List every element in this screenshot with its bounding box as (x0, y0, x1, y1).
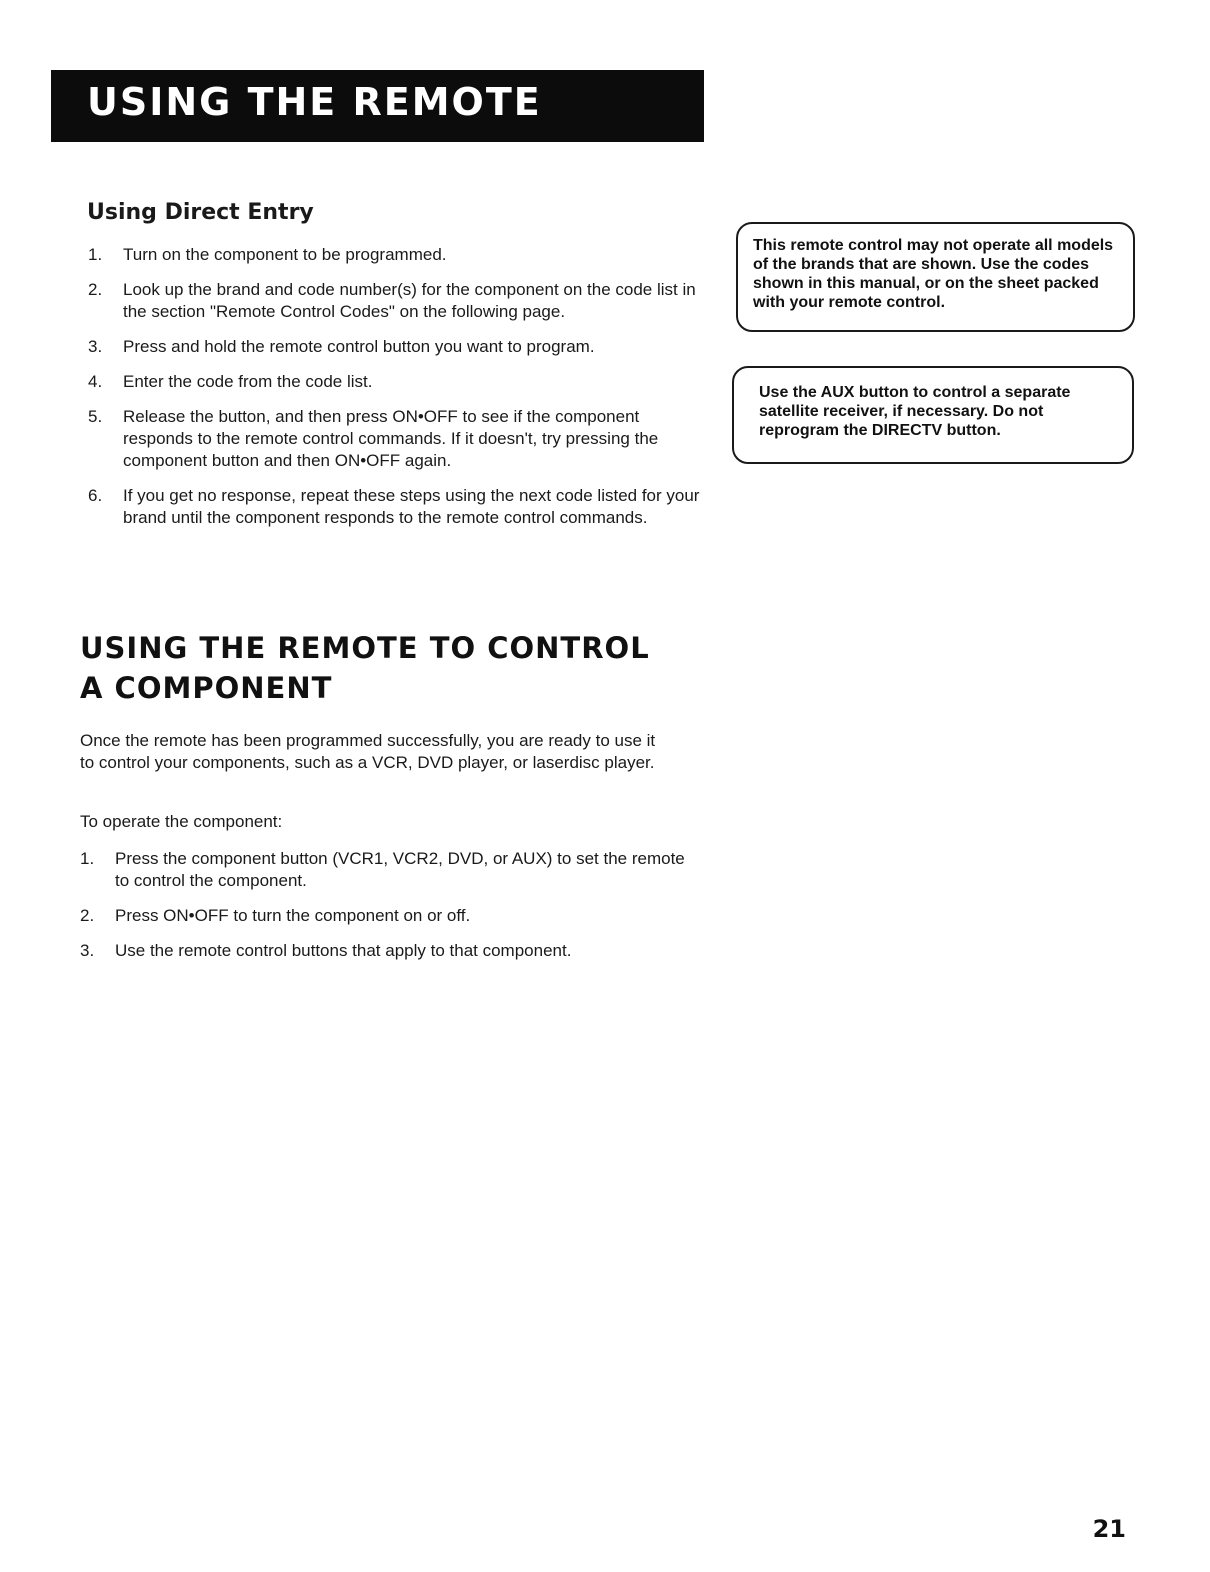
step-number: 3. (80, 941, 95, 960)
step-text: Press and hold the remote control button you want to program. (123, 337, 595, 356)
step-text: Look up the brand and code number(s) for the component on the code list in the section "Remote Control Codes" on the following page. (123, 280, 696, 321)
note-box-brands (736, 222, 1135, 332)
note-text: This remote control may not operate all models of the brands that are shown. Use the codes shown in this manual, or on the sheet packed with your remote control. (753, 237, 1114, 311)
operate-label: To operate the component: (80, 812, 283, 831)
step-text: Press the component button (VCR1, VCR2, DVD, or AUX) to set the remote to control the component. (115, 849, 685, 890)
step-number: 4. (88, 372, 103, 391)
step-number: 5. (88, 407, 103, 426)
step-text: Turn on the component to be programmed. (123, 245, 447, 264)
control-component-steps (80, 848, 690, 975)
note-box-aux (732, 366, 1134, 464)
intro-paragraph: Once the remote has been programmed successfully, you are ready to use it to control your components, such as a VCR, DVD player, or laserdisc player. (80, 731, 656, 772)
list-item (88, 485, 700, 529)
step-text: Enter the code from the code list. (123, 372, 373, 391)
step-number: 2. (88, 280, 103, 299)
list-item (88, 406, 700, 472)
step-number: 3. (88, 337, 103, 356)
step-number: 2. (80, 906, 95, 925)
step-number: 1. (80, 849, 95, 868)
list-item (80, 848, 690, 892)
list-item (88, 244, 700, 266)
list-item (80, 940, 690, 962)
list-item (80, 905, 690, 927)
control-component-heading: USING THE REMOTE TO CONTROL A COMPONENT (80, 631, 650, 705)
direct-entry-heading: Using Direct Entry (87, 200, 314, 225)
list-item (88, 371, 700, 393)
direct-entry-steps (88, 244, 700, 542)
step-text: Press ON•OFF to turn the component on or off. (115, 906, 471, 925)
header-banner (51, 70, 704, 142)
list-item (88, 279, 700, 323)
page-number: 21 (1092, 1515, 1126, 1543)
step-number: 6. (88, 486, 103, 505)
step-text: If you get no response, repeat these steps using the next code listed for your brand until the component responds to the remote control commands. (123, 486, 700, 527)
page-title: USING THE REMOTE (87, 80, 542, 124)
note-text: Use the AUX button to control a separate satellite receiver, if necessary. Do not reprogram the DIRECTV button. (759, 384, 1071, 439)
step-text: Release the button, and then press ON•OFF to see if the component responds to the remote control commands. If it doesn't, try pressing the component button and then ON•OFF again. (123, 407, 659, 470)
step-text: Use the remote control buttons that apply to that component. (115, 941, 572, 960)
list-item (88, 336, 700, 358)
step-number: 1. (88, 245, 103, 264)
